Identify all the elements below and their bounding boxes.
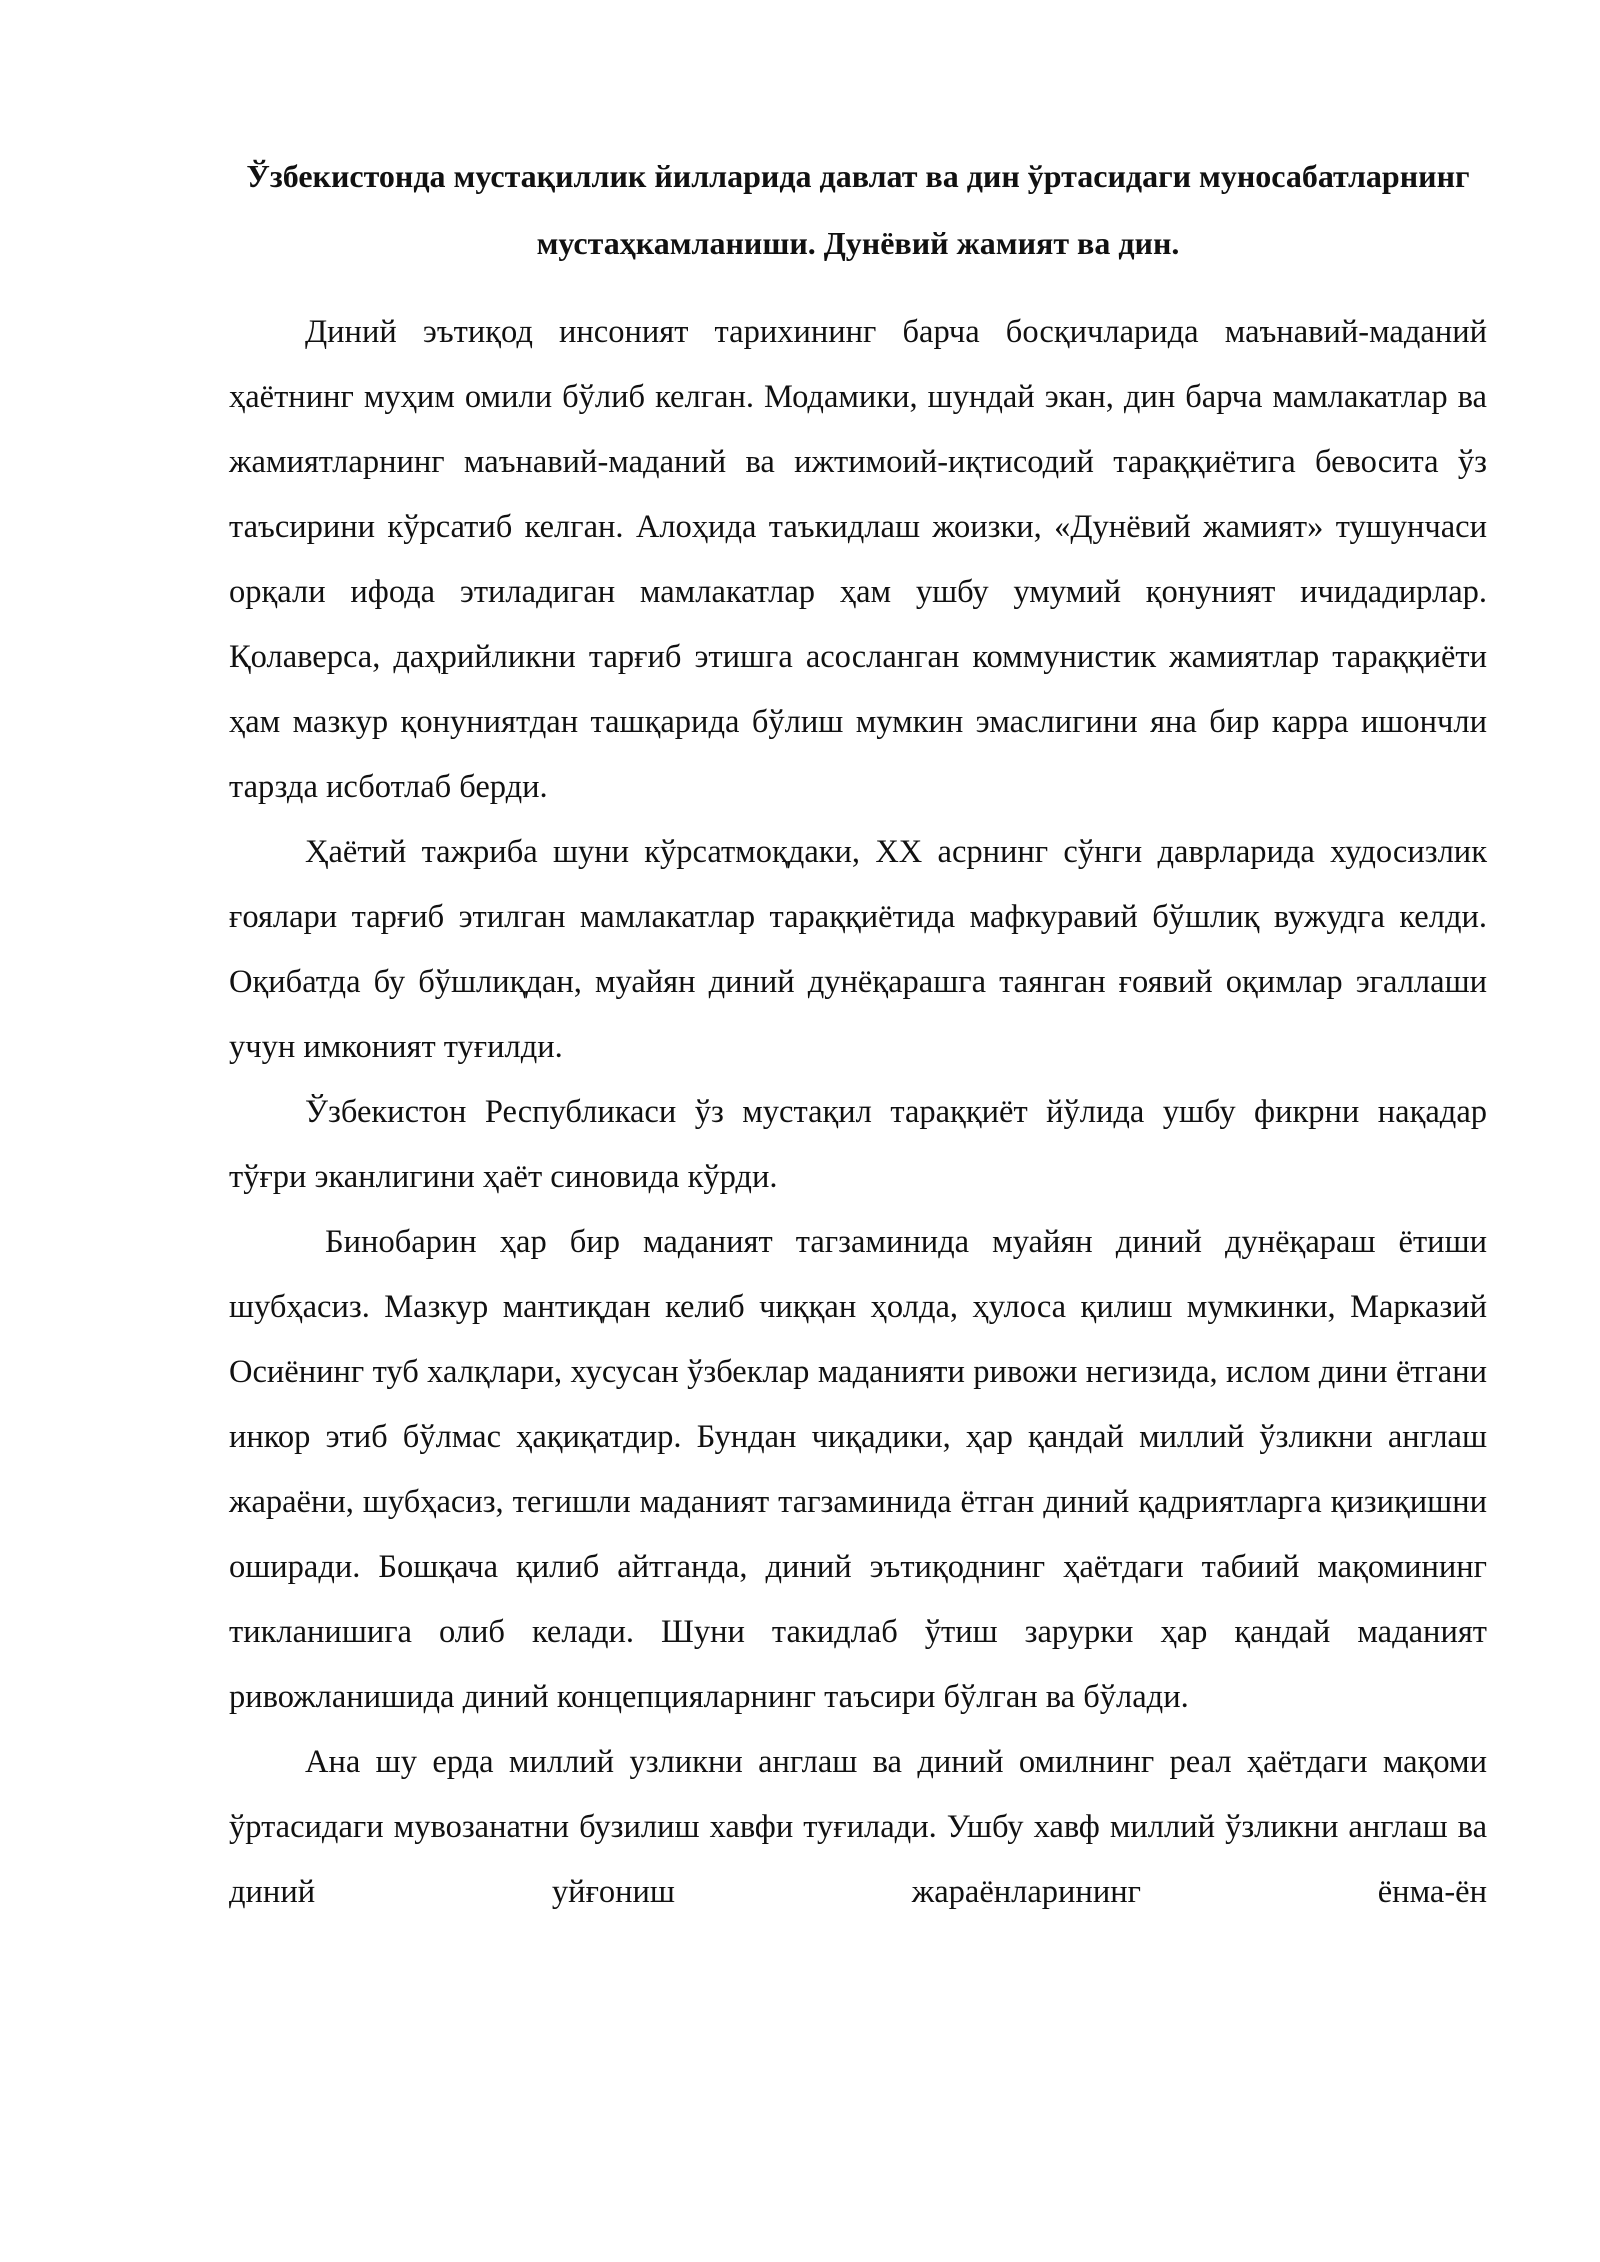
- paragraph: Ҳаётий тажриба шуни кўрсатмоқдаки, XX асрнинг сўнги даврларида худосизлик ғоялари тарғиб этилган мамлакатлар тараққиётида мафкуравий бўшлиқ вужудга келди. Оқибатда бу бўшлиқдан, муайян диний дунёқарашга таянган ғоявий оқимлар эгаллаши учун имконият туғилди.: [229, 834, 1487, 1065]
- paragraph: Диний эътиқод инсоният тарихининг барча босқичларида маънавий-маданий ҳаётнинг муҳим омили бўлиб келган. Модамики, шундай экан, дин барча мамлакатлар ва жамиятларнинг маънавий-маданий ва ижтимоий-иқтисодий тараққиётига бевосита ўз таъсирини кўрсатиб келган. Алоҳида таъкидлаш жоизки, «Дунёвий жамият» тушунчаси орқали ифода этиладиган мамлакатлар ҳам ушбу умумий қонуният ичидадирлар. Қолаверса, даҳрийликни тарғиб этишга асосланган коммунистик жамиятлар тараққиёти ҳам мазкур қонуниятдан ташқарида бўлиш мумкин эмаслигини яна бир карра ишончли тарзда исботлаб берди.: [229, 314, 1487, 805]
- paragraph: Бинобарин ҳар бир маданият тагзаминида муайян диний дунёқараш ётиши шубҳасиз. Мазкур мантиқдан келиб чиққан ҳолда, ҳулоса қилиш мумкинки, Марказий Осиёнинг туб халқлари, хусусан ўзбеклар маданияти ривожи негизида, ислом дини ётгани инкор этиб бўлмас ҳақиқатдир. Бундан чиқадики, ҳар қандай миллий ўзликни англаш жараёни, шубҳасиз, тегишли маданият тагзаминида ётган диний қадриятларга қизиқишни оширади. Бошқача қилиб айтганда, диний эътиқоднинг ҳаётдаги табиий мақомининг тикланишига олиб келади. Шуни такидлаб ўтиш зарурки ҳар қандай маданият ривожланишида диний концепцияларнинг таъсири бўлган ва бўлади.: [229, 1224, 1487, 1715]
- paragraph: Ўзбекистон Республикаси ўз мустақил тараққиёт йўлида ушбу фикрни нақадар тўғри эканлигини ҳаёт синовида кўрди.: [229, 1094, 1487, 1195]
- document-title: Ўзбекистонда мустақиллик йилларида давлат ва дин ўртасидаги муносабатларнинг мустаҳкамланиши. Дунёвий жамият ва дин.: [246, 158, 1470, 261]
- document-body: [229, 300, 1487, 1925]
- paragraph: Ана шу ерда миллий узликни англаш ва диний омилнинг реал ҳаётдаги мақоми ўртасидаги мувозанатни бузилиш хавфи туғилади. Ушбу хавф миллий ўзликни англаш ва диний уйғониш жараёнларининг ёнма-ён: [229, 1744, 1487, 1910]
